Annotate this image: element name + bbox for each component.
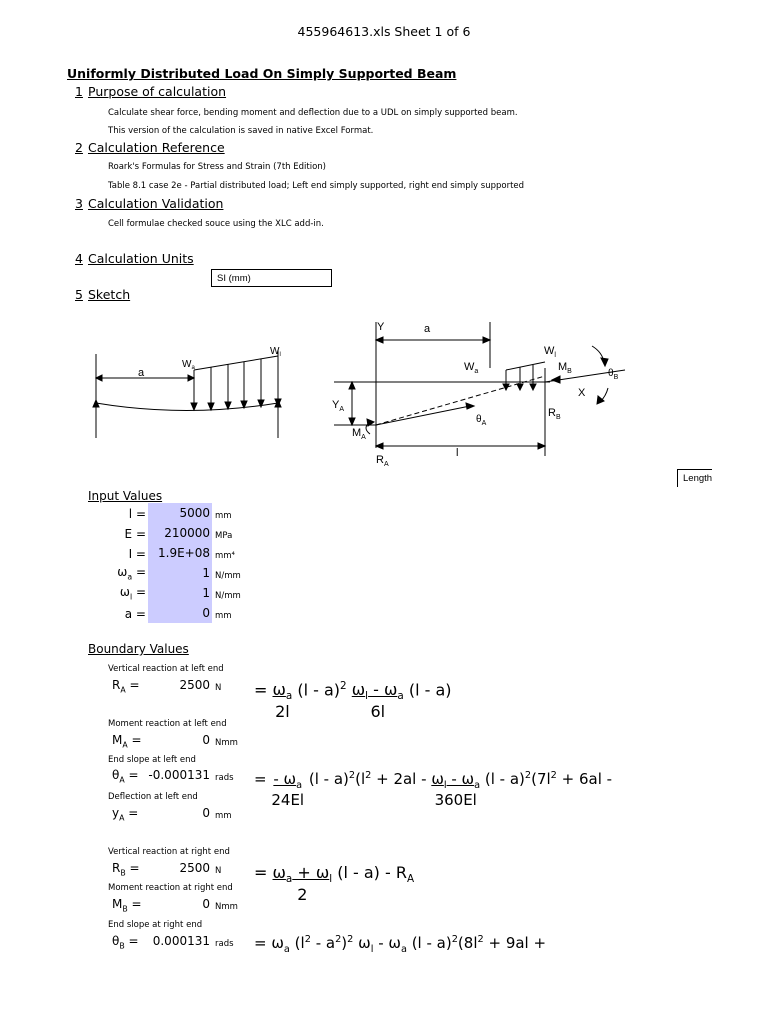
formula-theta-b: = $\omega_a$ $(l^2 - a^2)^2$ $\omega_l - \omega_a$ $(l - a)^2(8l^2 + 9al$ + — [254, 934, 547, 955]
section-title: Calculation Reference — [88, 140, 225, 155]
label-mb: $M_B$ — [558, 361, 572, 375]
input-e-label: E = — [124, 527, 146, 541]
label-a: a — [424, 323, 431, 335]
boundary-ma-symbol: $M_A$ = — [112, 733, 142, 750]
dim-arrow — [188, 375, 194, 381]
label-wa: $W_a$ — [464, 361, 479, 375]
section-2-line-1: Roark's Formulas for Stress and Strain (7th Edition) — [108, 162, 326, 172]
boundary-tha-label: End slope at left end — [108, 755, 196, 765]
beam-sketch-right — [330, 318, 650, 470]
input-wa-label: $\omega_a$ = — [117, 565, 146, 582]
boundary-rb-unit: N — [215, 866, 222, 876]
label-theta-b: $\theta_B$ — [608, 368, 619, 381]
section-title: Purpose of calculation — [88, 84, 227, 99]
document-title: Uniformly Distributed Load On Simply Supported Beam — [67, 66, 457, 81]
boundary-ra-value: 2500 — [179, 678, 210, 692]
units-select[interactable]: SI (mm) — [211, 269, 332, 287]
boundary-ya-symbol: $y_A$ = — [112, 806, 139, 823]
page-header: 455964613.xls Sheet 1 of 6 — [297, 24, 471, 39]
label-l: l — [456, 447, 459, 459]
boundary-thb-symbol: $\theta_B$ = — [112, 934, 139, 951]
boundary-tha-symbol: $\theta_A$ = — [112, 768, 139, 785]
input-values-title: Input Values — [88, 489, 163, 503]
boundary-thb-value: 0.000131 — [152, 934, 210, 948]
section-title: Sketch — [88, 287, 131, 302]
section-number: 3 — [75, 196, 83, 211]
boundary-ya-unit: mm — [215, 811, 232, 821]
input-wa-field[interactable]: 1 — [148, 563, 212, 583]
input-l-unit: mm — [215, 511, 232, 521]
input-a-label: a = — [124, 607, 146, 621]
section-number: 2 — [75, 140, 83, 155]
label-a: a — [138, 367, 145, 379]
section-2-line-2: Table 8.1 case 2e - Partial distributed load; Left end simply supported, right end simply supported — [108, 181, 525, 191]
boundary-ya-value: 0 — [202, 806, 210, 820]
label-wa: $W_a$ — [182, 359, 195, 371]
boundary-thb-label: End slope at right end — [108, 920, 203, 930]
beam-sketch-left — [86, 340, 286, 440]
section-title: Calculation Validation — [88, 196, 224, 211]
deflected-beam — [96, 403, 278, 411]
input-i-label: I = — [128, 547, 146, 561]
boundary-mb-unit: Nmm — [215, 902, 238, 912]
input-e-field[interactable]: 210000 — [148, 523, 212, 543]
boundary-ra-unit: N — [215, 683, 222, 693]
section-1-line-2: This version of the calculation is saved in native Excel Format. — [108, 126, 374, 136]
label-rb: $R_B$ — [548, 407, 561, 421]
formula-rb: = $\frac{\omega_a + \omega_l}{2} (l - a) - R_A$ — [254, 863, 415, 905]
input-i-unit: mm⁴ — [215, 551, 235, 561]
slope-line — [376, 406, 470, 425]
input-a-field[interactable]: 0 — [148, 603, 212, 623]
input-e-unit: MPa — [215, 531, 233, 541]
boundary-ya-label: Deflection at left end — [108, 792, 198, 802]
dim-arrow — [96, 375, 102, 381]
section-3-line-1: Cell formulae checked souce using the XLC add-in. — [108, 219, 324, 229]
input-wl-label: $\omega_l$ = — [119, 585, 146, 602]
input-a-unit: mm — [215, 611, 232, 621]
section-number: 1 — [75, 84, 83, 99]
boundary-rb-symbol: $R_B$ = — [112, 861, 140, 878]
length-cell: Length — [677, 469, 712, 487]
label-wl: $W_l$ — [270, 346, 281, 358]
section-number: 5 — [75, 287, 83, 302]
section-1-line-1: Calculate shear force, bending moment and deflection due to a UDL on simply supported beam. — [108, 108, 518, 118]
input-i-field[interactable]: 1.9E+08 — [148, 543, 212, 563]
boundary-tha-value: -0.000131 — [148, 768, 210, 782]
label-x: X — [578, 387, 586, 399]
boundary-mb-symbol: $M_B$ = — [112, 897, 142, 914]
section-title: Calculation Units — [88, 251, 194, 266]
boundary-ma-label: Moment reaction at left end — [108, 719, 227, 729]
label-ra: $R_A$ — [376, 454, 389, 468]
input-wl-field[interactable]: 1 — [148, 583, 212, 603]
formula-ra: = $\frac{\omega_a}{2l} (l - a)^2 \frac{\omega_l - \omega_a}{6l} (l - a)$ — [254, 680, 452, 722]
formula-theta-a: = $\frac{- \omega_a}{24El} (l - a)^2(l^2 + 2al - \frac{\omega_l - \omega_a}{360El} (l - a)^2(7l^2 + 6al$ - — [254, 770, 613, 809]
label-ma: $M_A$ — [352, 427, 366, 441]
boundary-mb-value: 0 — [202, 897, 210, 911]
label-ya: $Y_A$ — [332, 399, 345, 413]
boundary-ma-value: 0 — [202, 733, 210, 747]
boundary-mb-label: Moment reaction at right end — [108, 883, 233, 893]
input-wa-unit: N/mm — [215, 571, 241, 581]
label-wl: $W_l$ — [544, 345, 556, 359]
input-wl-unit: N/mm — [215, 591, 241, 601]
boundary-rb-value: 2500 — [179, 861, 210, 875]
label-theta-a: $\theta_A$ — [476, 414, 487, 427]
boundary-tha-unit: rads — [215, 773, 234, 783]
boundary-ma-unit: Nmm — [215, 738, 238, 748]
boundary-ra-label: Vertical reaction at left end — [108, 664, 224, 674]
input-l-field[interactable]: 5000 — [148, 503, 212, 523]
boundary-values-title: Boundary Values — [88, 642, 189, 656]
label-y: Y — [377, 321, 385, 333]
boundary-ra-symbol: $R_A$ = — [112, 678, 140, 695]
load-top-line — [194, 356, 278, 370]
load-top-line — [506, 362, 545, 370]
boundary-thb-unit: rads — [215, 939, 234, 949]
section-number: 4 — [75, 251, 83, 266]
input-l-label: l = — [128, 507, 146, 521]
boundary-rb-label: Vertical reaction at right end — [108, 847, 230, 857]
